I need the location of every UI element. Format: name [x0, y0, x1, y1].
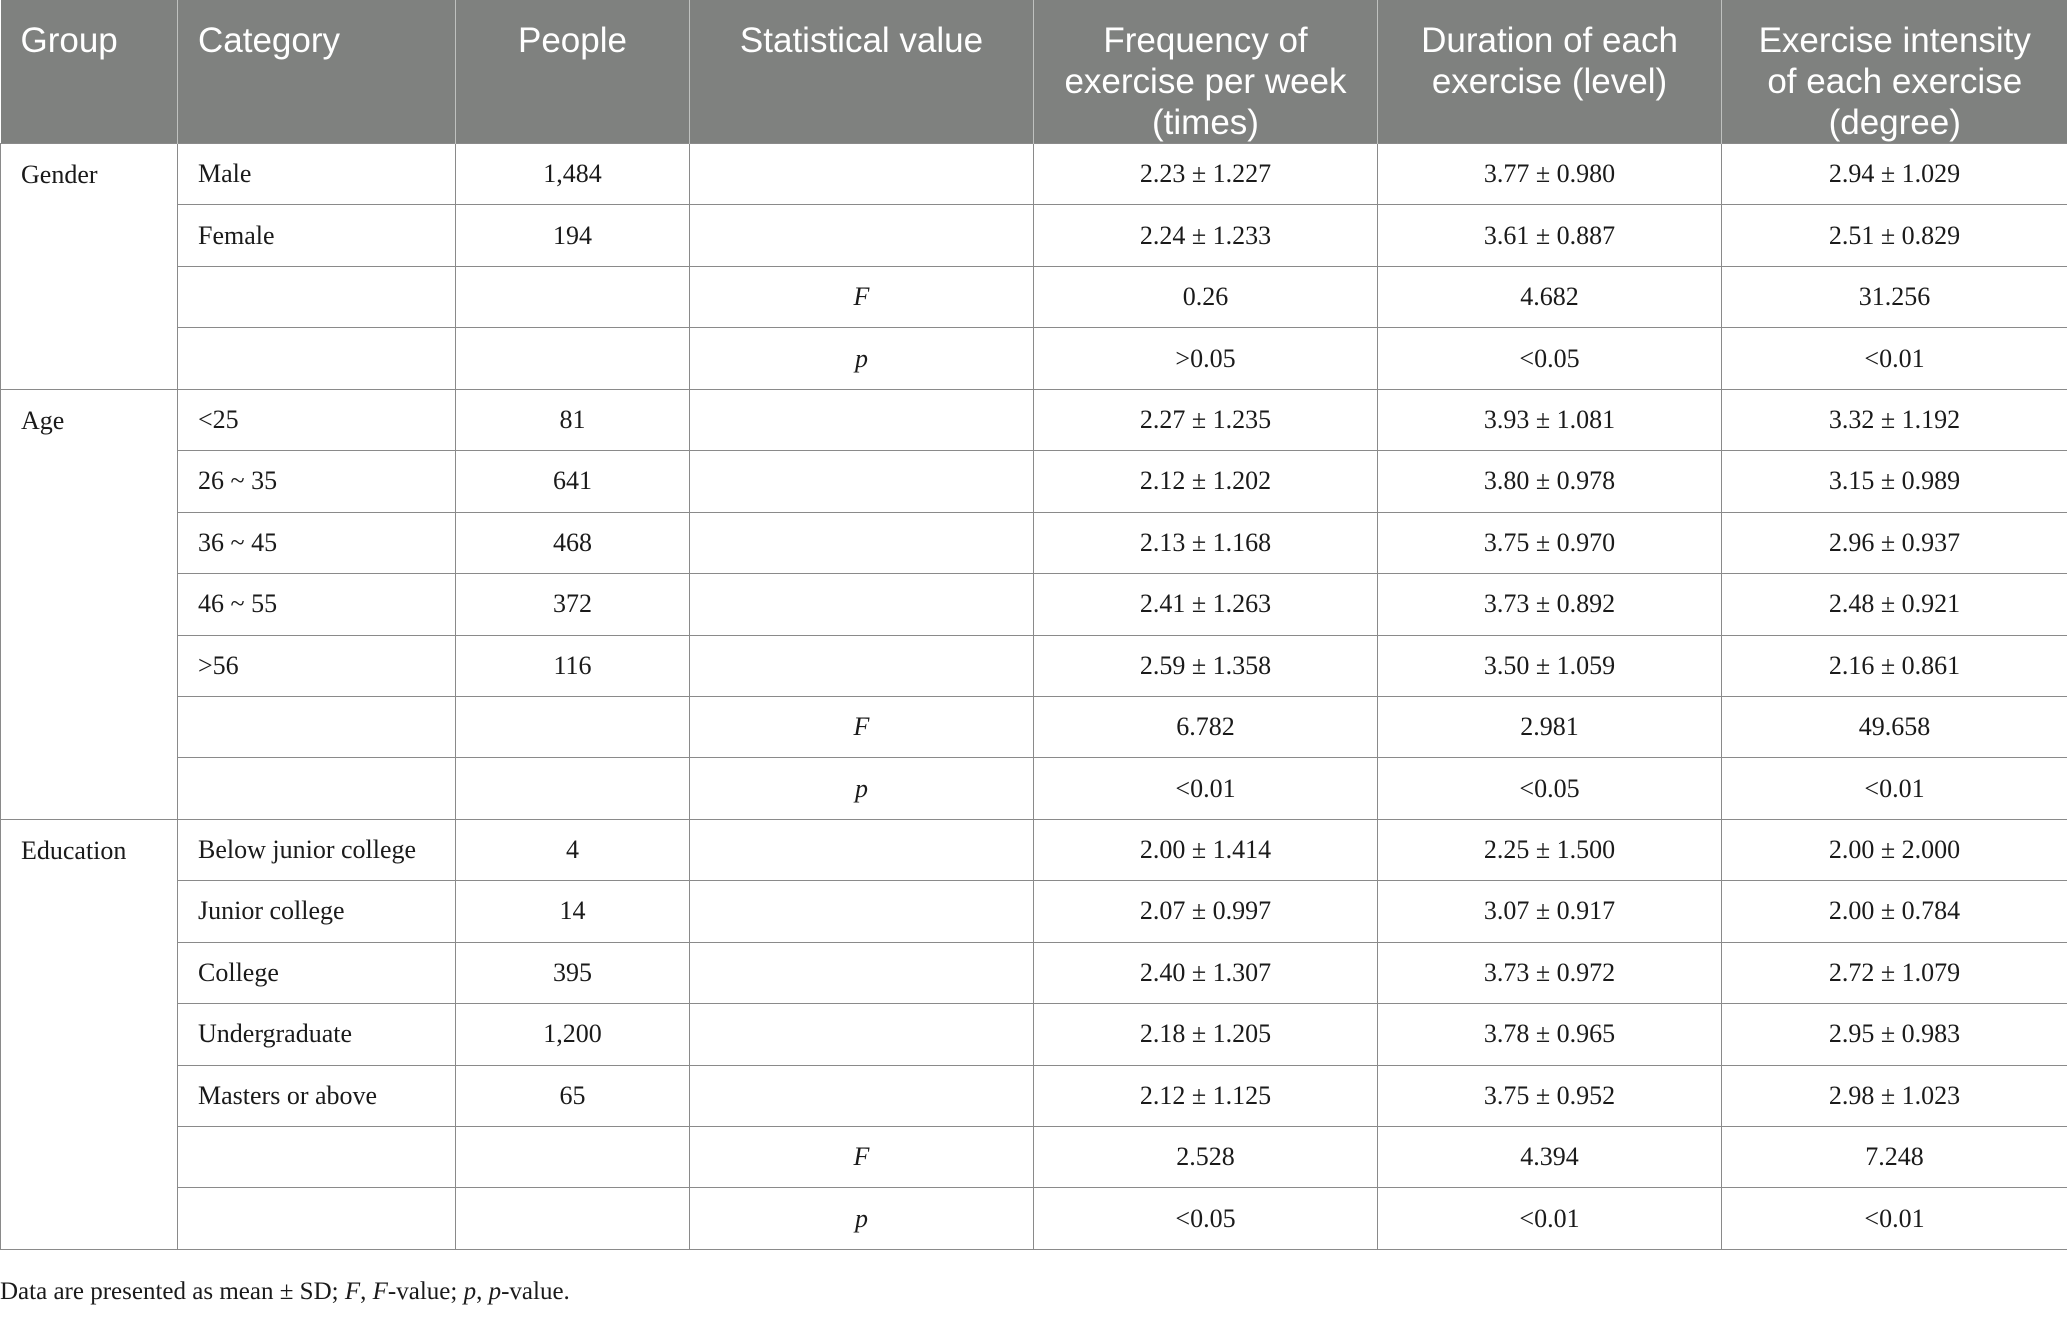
cell-intensity: <0.01 — [1722, 1188, 2067, 1249]
group-label: Gender — [1, 144, 178, 390]
cell-intensity: 2.51 ± 0.829 — [1722, 205, 2067, 266]
cell-frequency: <0.01 — [1034, 758, 1378, 819]
cell-category: Junior college — [178, 881, 456, 942]
cell-duration: 3.75 ± 0.952 — [1378, 1065, 1722, 1126]
cell-duration: <0.01 — [1378, 1188, 1722, 1249]
cell-intensity: 2.00 ± 0.784 — [1722, 881, 2067, 942]
cell-category — [178, 328, 456, 389]
cell-category — [178, 1188, 456, 1249]
cell-intensity: <0.01 — [1722, 758, 2067, 819]
cell-duration: 3.61 ± 0.887 — [1378, 205, 1722, 266]
cell-people — [456, 266, 690, 327]
table-row — [1, 1188, 2067, 1249]
cell-people: 4 — [456, 819, 690, 880]
cell-statistic: p — [690, 758, 1034, 819]
cell-frequency: 2.24 ± 1.233 — [1034, 205, 1378, 266]
cell-frequency: 2.27 ± 1.235 — [1034, 389, 1378, 450]
cell-frequency: 2.12 ± 1.202 — [1034, 451, 1378, 512]
cell-intensity: <0.01 — [1722, 328, 2067, 389]
cell-intensity: 2.48 ± 0.921 — [1722, 574, 2067, 635]
cell-category: 36 ~ 45 — [178, 512, 456, 573]
table-row — [1, 1127, 2067, 1188]
cell-frequency: 6.782 — [1034, 696, 1378, 757]
cell-category — [178, 758, 456, 819]
cell-intensity: 2.95 ± 0.983 — [1722, 1004, 2067, 1065]
cell-people: 65 — [456, 1065, 690, 1126]
cell-intensity: 2.98 ± 1.023 — [1722, 1065, 2067, 1126]
cell-intensity: 2.00 ± 2.000 — [1722, 819, 2067, 880]
header-row — [1, 0, 2067, 144]
cell-frequency: >0.05 — [1034, 328, 1378, 389]
cell-statistic — [690, 451, 1034, 512]
table-row — [1, 1004, 2067, 1065]
table-row — [1, 574, 2067, 635]
table-row — [1, 144, 2067, 205]
header-group: Group — [1, 0, 178, 144]
cell-frequency: 2.59 ± 1.358 — [1034, 635, 1378, 696]
cell-category: Undergraduate — [178, 1004, 456, 1065]
cell-intensity: 7.248 — [1722, 1127, 2067, 1188]
cell-people: 116 — [456, 635, 690, 696]
cell-frequency: 2.23 ± 1.227 — [1034, 144, 1378, 205]
cell-statistic — [690, 144, 1034, 205]
cell-duration: 3.80 ± 0.978 — [1378, 451, 1722, 512]
cell-people: 468 — [456, 512, 690, 573]
table-footnote — [0, 1278, 570, 1306]
cell-people — [456, 1127, 690, 1188]
cell-frequency: 2.12 ± 1.125 — [1034, 1065, 1378, 1126]
cell-category: College — [178, 942, 456, 1003]
cell-duration: 3.93 ± 1.081 — [1378, 389, 1722, 450]
header-intensity: Exercise intensity of each exercise (degree) — [1722, 0, 2067, 144]
cell-statistic — [690, 1065, 1034, 1126]
cell-people: 194 — [456, 205, 690, 266]
cell-statistic: F — [690, 1127, 1034, 1188]
table-row — [1, 819, 2067, 880]
cell-frequency: 2.528 — [1034, 1127, 1378, 1188]
header-statistical-value: Statistical value — [690, 0, 1034, 144]
cell-frequency: 2.00 ± 1.414 — [1034, 819, 1378, 880]
cell-intensity: 31.256 — [1722, 266, 2067, 327]
cell-frequency: 0.26 — [1034, 266, 1378, 327]
cell-category: >56 — [178, 635, 456, 696]
cell-statistic: p — [690, 328, 1034, 389]
header-people: People — [456, 0, 690, 144]
cell-frequency: 2.18 ± 1.205 — [1034, 1004, 1378, 1065]
footnote-p-symbol: p — [463, 1278, 477, 1305]
table-row — [1, 512, 2067, 573]
cell-statistic — [690, 205, 1034, 266]
cell-statistic — [690, 574, 1034, 635]
footnote-text: , — [476, 1278, 489, 1305]
table-row — [1, 1065, 2067, 1126]
cell-people — [456, 758, 690, 819]
group-label: Education — [1, 819, 178, 1249]
cell-statistic — [690, 635, 1034, 696]
cell-intensity: 3.15 ± 0.989 — [1722, 451, 2067, 512]
table-row — [1, 205, 2067, 266]
cell-statistic — [690, 1004, 1034, 1065]
footnote-text: -value; — [387, 1278, 464, 1305]
cell-statistic: F — [690, 266, 1034, 327]
cell-statistic — [690, 389, 1034, 450]
cell-people — [456, 696, 690, 757]
cell-category: 26 ~ 35 — [178, 451, 456, 512]
cell-duration: 2.25 ± 1.500 — [1378, 819, 1722, 880]
cell-statistic: F — [690, 696, 1034, 757]
cell-intensity: 2.72 ± 1.079 — [1722, 942, 2067, 1003]
footnote-text: , — [360, 1278, 373, 1305]
table-row — [1, 451, 2067, 512]
cell-category — [178, 266, 456, 327]
cell-people — [456, 1188, 690, 1249]
cell-people: 81 — [456, 389, 690, 450]
cell-category: Below junior college — [178, 819, 456, 880]
cell-intensity: 49.658 — [1722, 696, 2067, 757]
cell-statistic — [690, 942, 1034, 1003]
header-duration: Duration of each exercise (level) — [1378, 0, 1722, 144]
table-row — [1, 328, 2067, 389]
cell-statistic — [690, 512, 1034, 573]
cell-category: Masters or above — [178, 1065, 456, 1126]
cell-duration: 3.73 ± 0.972 — [1378, 942, 1722, 1003]
cell-statistic — [690, 881, 1034, 942]
cell-category: <25 — [178, 389, 456, 450]
cell-statistic: p — [690, 1188, 1034, 1249]
table-row — [1, 696, 2067, 757]
cell-intensity: 2.96 ± 0.937 — [1722, 512, 2067, 573]
footnote-f-word: F — [372, 1278, 388, 1305]
footnote-text: Data are presented as mean ± SD; — [0, 1278, 345, 1305]
cell-duration: 3.07 ± 0.917 — [1378, 881, 1722, 942]
table-row — [1, 758, 2067, 819]
cell-frequency: 2.40 ± 1.307 — [1034, 942, 1378, 1003]
footnote-f-symbol: F — [344, 1278, 361, 1305]
cell-category: Male — [178, 144, 456, 205]
cell-frequency: 2.13 ± 1.168 — [1034, 512, 1378, 573]
cell-people: 372 — [456, 574, 690, 635]
cell-duration: <0.05 — [1378, 328, 1722, 389]
cell-intensity: 3.32 ± 1.192 — [1722, 389, 2067, 450]
cell-duration: <0.05 — [1378, 758, 1722, 819]
footnote-text: -value. — [501, 1278, 570, 1305]
cell-category: Female — [178, 205, 456, 266]
cell-frequency: <0.05 — [1034, 1188, 1378, 1249]
cell-duration: 2.981 — [1378, 696, 1722, 757]
cell-people: 14 — [456, 881, 690, 942]
cell-duration: 4.394 — [1378, 1127, 1722, 1188]
table-row — [1, 635, 2067, 696]
cell-intensity: 2.94 ± 1.029 — [1722, 144, 2067, 205]
header-category: Category — [178, 0, 456, 144]
cell-people: 641 — [456, 451, 690, 512]
cell-category — [178, 696, 456, 757]
cell-duration: 4.682 — [1378, 266, 1722, 327]
cell-duration: 3.78 ± 0.965 — [1378, 1004, 1722, 1065]
cell-duration: 3.77 ± 0.980 — [1378, 144, 1722, 205]
cell-frequency: 2.07 ± 0.997 — [1034, 881, 1378, 942]
table-row — [1, 881, 2067, 942]
cell-people — [456, 328, 690, 389]
cell-duration: 3.75 ± 0.970 — [1378, 512, 1722, 573]
footnote-p-word: p — [488, 1278, 502, 1305]
cell-duration: 3.50 ± 1.059 — [1378, 635, 1722, 696]
cell-duration: 3.73 ± 0.892 — [1378, 574, 1722, 635]
table-row — [1, 942, 2067, 1003]
cell-statistic — [690, 819, 1034, 880]
cell-frequency: 2.41 ± 1.263 — [1034, 574, 1378, 635]
cell-category: 46 ~ 55 — [178, 574, 456, 635]
table-row — [1, 389, 2067, 450]
table-row — [1, 266, 2067, 327]
cell-people: 1,484 — [456, 144, 690, 205]
header-frequency: Frequency of exercise per week (times) — [1034, 0, 1378, 144]
cell-people: 395 — [456, 942, 690, 1003]
cell-category — [178, 1127, 456, 1188]
group-label: Age — [1, 389, 178, 819]
cell-intensity: 2.16 ± 0.861 — [1722, 635, 2067, 696]
cell-people: 1,200 — [456, 1004, 690, 1065]
